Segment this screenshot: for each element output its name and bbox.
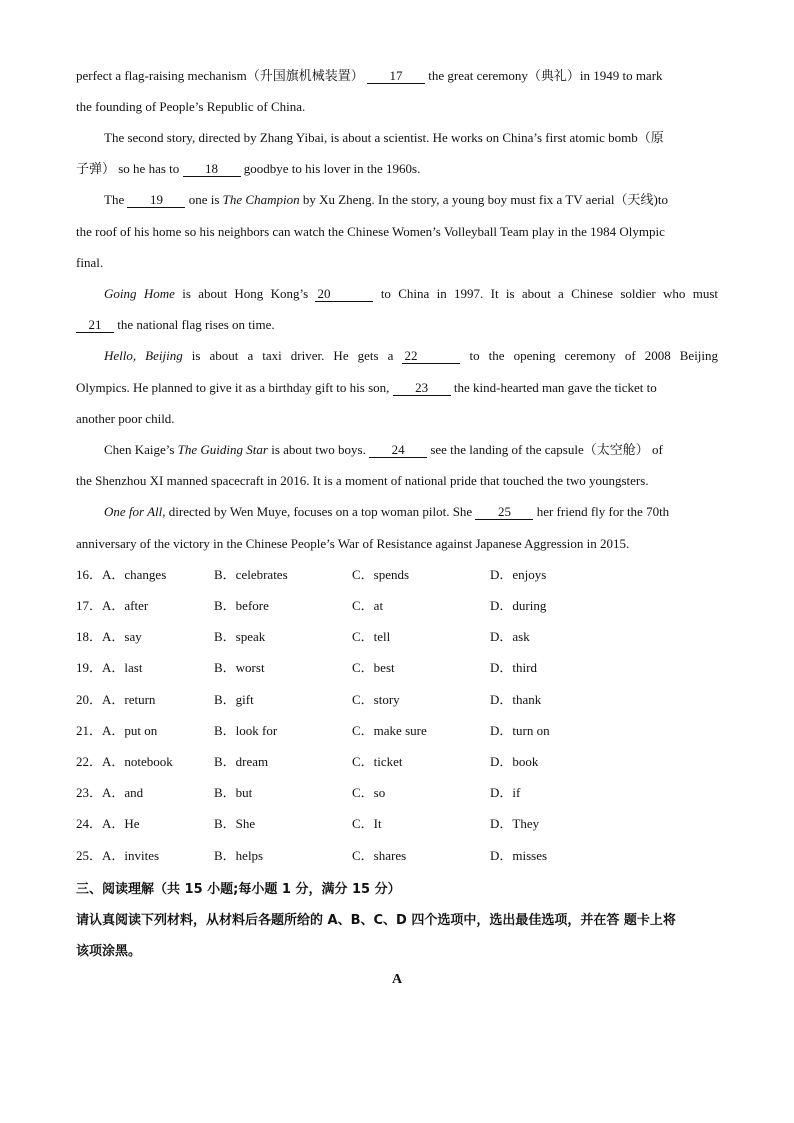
blank-23: 23 bbox=[393, 380, 451, 396]
passage-line: The second story, directed by Zhang Yibai, is about a scientist. He works on China’s first atomic bomb（原 bbox=[104, 130, 664, 145]
option-d: D．They bbox=[490, 816, 540, 831]
text: perfect a flag-raising mechanism（升国旗机械装置） bbox=[76, 68, 364, 83]
option-row bbox=[76, 847, 716, 865]
passage-line bbox=[76, 379, 718, 397]
option-a: 22．A．notebook bbox=[76, 754, 173, 769]
text: to China in 1997. It is about a Chinese soldier who must bbox=[380, 286, 718, 301]
text: is about a taxi driver. He gets a bbox=[191, 348, 394, 363]
option-b: B．dream bbox=[214, 754, 269, 769]
passage-line bbox=[104, 503, 718, 521]
option-b: B．worst bbox=[214, 660, 265, 675]
option-c: C．tell bbox=[352, 629, 391, 644]
film-title: One for All bbox=[104, 504, 163, 519]
option-d: D．enjoys bbox=[490, 567, 547, 582]
option-a: 19．A．last bbox=[76, 660, 143, 675]
option-row bbox=[76, 566, 716, 584]
option-row bbox=[76, 597, 716, 615]
option-d: D．third bbox=[490, 660, 537, 675]
option-row bbox=[76, 628, 716, 646]
text: to the opening ceremony of 2008 Beijing bbox=[469, 348, 718, 363]
text: Olympics. He planned to give it as a birthday gift to his son, bbox=[76, 380, 390, 395]
text: one is bbox=[188, 192, 220, 207]
passage-line: final. bbox=[76, 255, 104, 270]
blank-22: 22 bbox=[402, 348, 460, 364]
option-c: C．story bbox=[352, 692, 400, 707]
film-title: The Guiding Star bbox=[177, 442, 268, 457]
option-row bbox=[76, 753, 716, 771]
option-c: C．It bbox=[352, 816, 382, 831]
option-d: D．book bbox=[490, 754, 539, 769]
blank-18: 18 bbox=[183, 161, 241, 177]
text: her friend fly for the 70th bbox=[536, 504, 670, 519]
text: , directed by Wen Muye, focuses on a top woman pilot. She bbox=[162, 504, 473, 519]
option-b: B．speak bbox=[214, 629, 266, 644]
option-a: 21．A．put on bbox=[76, 723, 158, 738]
blank-20: 20 bbox=[315, 286, 373, 302]
option-row bbox=[76, 784, 716, 802]
section-instructions: 请认真阅读下列材料，从材料后各题所给的 A、B、C、D 四个选项中，选出最佳选项，并在答 题卡上将 bbox=[76, 913, 676, 928]
blank-21: 21 bbox=[76, 317, 114, 333]
option-d: D．turn on bbox=[490, 723, 550, 738]
option-d: D．during bbox=[490, 598, 547, 613]
option-c: C．so bbox=[352, 785, 386, 800]
option-c: C．make sure bbox=[352, 723, 427, 738]
blank-25: 25 bbox=[475, 504, 533, 520]
option-row bbox=[76, 691, 716, 709]
option-c: C．shares bbox=[352, 848, 407, 863]
film-title: The Champion bbox=[222, 192, 300, 207]
text: is about two boys. bbox=[271, 442, 366, 457]
option-b: B．celebrates bbox=[214, 567, 288, 582]
passage-line: anniversary of the victory in the Chinese People’s War of Resistance against Japanese Aggression in 2015. bbox=[76, 536, 630, 551]
option-a: 16．A．changes bbox=[76, 567, 167, 582]
film-title: Going Home bbox=[104, 286, 175, 301]
passage-line: another poor child. bbox=[76, 411, 175, 426]
text: see the landing of the capsule（太空舱） of bbox=[430, 442, 663, 457]
option-d: D．misses bbox=[490, 848, 548, 863]
option-d: D．thank bbox=[490, 692, 542, 707]
passage-line: the Shenzhou XI manned spacecraft in 2016. It is a moment of national pride that touched the two youngsters. bbox=[76, 473, 649, 488]
option-d: D．if bbox=[490, 785, 521, 800]
option-b: B．before bbox=[214, 598, 269, 613]
option-b: B．She bbox=[214, 816, 256, 831]
passage-line bbox=[104, 285, 718, 303]
option-a: 18．A．say bbox=[76, 629, 142, 644]
option-row bbox=[76, 659, 716, 677]
option-a: 23．A．and bbox=[76, 785, 144, 800]
option-c: C．spends bbox=[352, 567, 410, 582]
passage-line bbox=[76, 67, 718, 85]
passage-line bbox=[76, 316, 718, 334]
text: the great ceremony（典礼）in 1949 to mark bbox=[428, 68, 663, 83]
text: the national flag rises on time. bbox=[117, 317, 275, 332]
text: goodbye to his lover in the 1960s. bbox=[243, 161, 421, 176]
passage-label: A bbox=[391, 972, 403, 987]
option-c: C．best bbox=[352, 660, 395, 675]
text: the kind-hearted man gave the ticket to bbox=[453, 380, 657, 395]
option-c: C．ticket bbox=[352, 754, 403, 769]
text: by Xu Zheng. In the story, a young boy must fix a TV aerial（天线)to bbox=[302, 192, 668, 207]
option-row bbox=[76, 815, 716, 833]
option-b: B．helps bbox=[214, 848, 264, 863]
passage-line bbox=[76, 160, 718, 178]
option-a: 17．A．after bbox=[76, 598, 149, 613]
passage-line: the roof of his home so his neighbors can watch the Chinese Women’s Volleyball Team play in the 1984 Olympic bbox=[76, 224, 665, 239]
option-a: 25．A．invites bbox=[76, 848, 160, 863]
text: 子弹） so he has to bbox=[76, 161, 180, 176]
passage-line bbox=[104, 191, 718, 209]
section-title: 三、阅读理解（共 15 小题;每小题 1 分，满分 15 分） bbox=[76, 882, 401, 897]
text: Chen Kaige’s bbox=[104, 442, 175, 457]
option-b: B．gift bbox=[214, 692, 254, 707]
passage-line bbox=[104, 441, 718, 459]
blank-24: 24 bbox=[369, 442, 427, 458]
option-b: B．but bbox=[214, 785, 253, 800]
blank-19: 19 bbox=[127, 192, 185, 208]
blank-17: 17 bbox=[367, 68, 425, 84]
option-row bbox=[76, 722, 716, 740]
option-a: 20．A．return bbox=[76, 692, 156, 707]
option-d: D．ask bbox=[490, 629, 530, 644]
film-title: Hello, Beijing bbox=[104, 348, 183, 363]
passage-line bbox=[104, 347, 718, 365]
passage-line: the founding of People’s Republic of China. bbox=[76, 99, 306, 114]
text: The bbox=[104, 192, 125, 207]
option-b: B．look for bbox=[214, 723, 278, 738]
section-instructions: 该项涂黑。 bbox=[76, 944, 142, 959]
option-c: C．at bbox=[352, 598, 384, 613]
option-a: 24．A．He bbox=[76, 816, 140, 831]
text: is about Hong Kong’s bbox=[182, 286, 309, 301]
